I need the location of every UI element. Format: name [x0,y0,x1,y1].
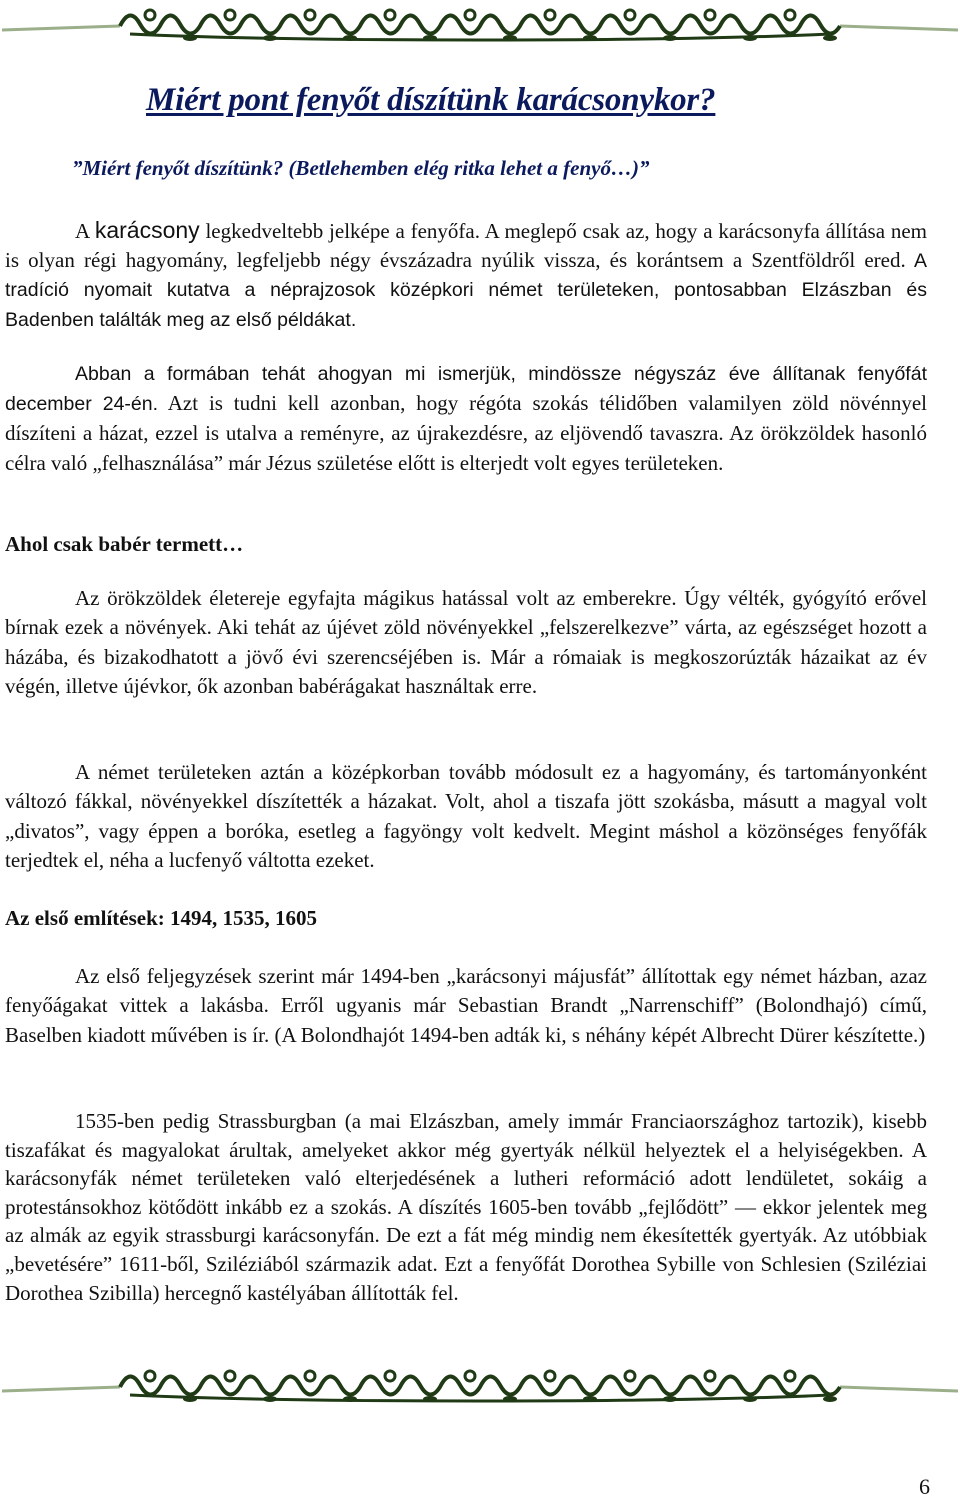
page-subtitle: ”Miért fenyőt díszítünk? (Betlehemben elég ritka lehet a fenyő…)” [72,156,650,180]
paragraph-3: Az örökzöldek életereje egyfajta mágikus hatással volt az emberekre. Úgy vélték, gyógyító erővel bírnak ezek a növények. Aki tehát az újévet zöld növényekkel „felszerelkezve” várta, az egészséget hozott a házába, és bizakodhatott a jövő évi szerencséjében is. Már a rómaiak is megkoszorúzták házaikat az év végén, illetve újévkor, ők azonban babérágakat használtak erre. [5,586,927,698]
paragraph-6: 1535-ben pedig Strassburgban (a mai Elzászban, amely immár Franciaországhoz tartozik), kisebb tiszafákat és magyalokat árultak, amelyeket akkor még gyertyák nélkül helyeztek el a helyiségekben. A karácsonyfák német területeken való elterjedésének a lutheri reformáció adott lendületet, sokáig a protestánsokhoz kötődött inkább ez a szokás. A díszítés 1605-ben tovább „fejlődött” — ekkor jelentek meg az almák az egyik strassburgi karácsonyfán. De ezt a fát még mindig nem ékesítették gyertyák. Az utóbbiak „bevetésére” 1611-ből, Sziléziából származik adat. Ezt a fenyőfát Dorothea Sybille von Schlesien (Sziléziai Dorothea Szibilla) hercegnő kastélyában állították fel. [5,1109,927,1305]
paragraph-4: A német területeken aztán a középkorban tovább módosult ez a hagyomány, és tartományonként változó fákkal, növényekkel díszítették a házakat. Volt, ahol a tiszafa jött szokásba, másutt a magyal volt „divatos”, vagy éppen a boróka, esetleg a fagyöngy volt kedvelt. Megint máshol a közönséges fenyőfák terjedtek el, néha a lucfenyő váltotta ezeket. [5,760,927,872]
section-heading-2: Az első említések: 1494, 1535, 1605 [5,906,318,930]
page-number: 6 [919,1474,930,1499]
keyword-karacsony: karácsony [94,217,200,243]
page-title: Miért pont fenyőt díszítünk karácsonykor? [146,82,716,118]
paragraph-2: Abban a formában tehát ahogyan mi ismerjük, mindössze négyszáz éve állítanak fenyőfát december 24-én. Azt is tudni kell azonban, hogy régóta szokás télidőben valamilyen zöld növénnyel díszíteni a házat, ezzel is utalva a reményre, az újrakezdésre, az eljövendő tavaszra. Az örökzöldek hasonló célra való „felhasználása” már Jézus születése előtt is elterjedt volt egyes területeken. [5,363,928,475]
section-heading-1: Ahol csak babér termett… [5,532,244,556]
top-vine-ornament-icon [0,0,960,50]
bottom-vine-ornament-icon [0,1361,960,1411]
paragraph-5: Az első feljegyzések szerint már 1494-ben „karácsonyi májusfát” állítottak egy német házban, azaz fenyőágakat vittek a lakásba. Erről ugyanis már Sebastian Brandt „Narrenschiff” (Bolondhajó) című, Baselben kiadott művében is ír. (A Bolondhajót 1494-ben adták ki, s néhány képét Albrecht Dürer készítette.) [5,964,927,1047]
paragraph-1: A karácsony legkedveltebb jelképe a fenyőfa. A meglepő csak az, hogy a karácsonyfa állítása nem is olyan régi hagyomány, legfeljebb négy évszázadra nyúlik vissza, és korántsem a Szentföldről ered. A tradíció nyomait kutatva a néprajzosok középkori német területeken, pontosabban Elzászban és Badenben találták meg az első példákat. [5,217,928,331]
